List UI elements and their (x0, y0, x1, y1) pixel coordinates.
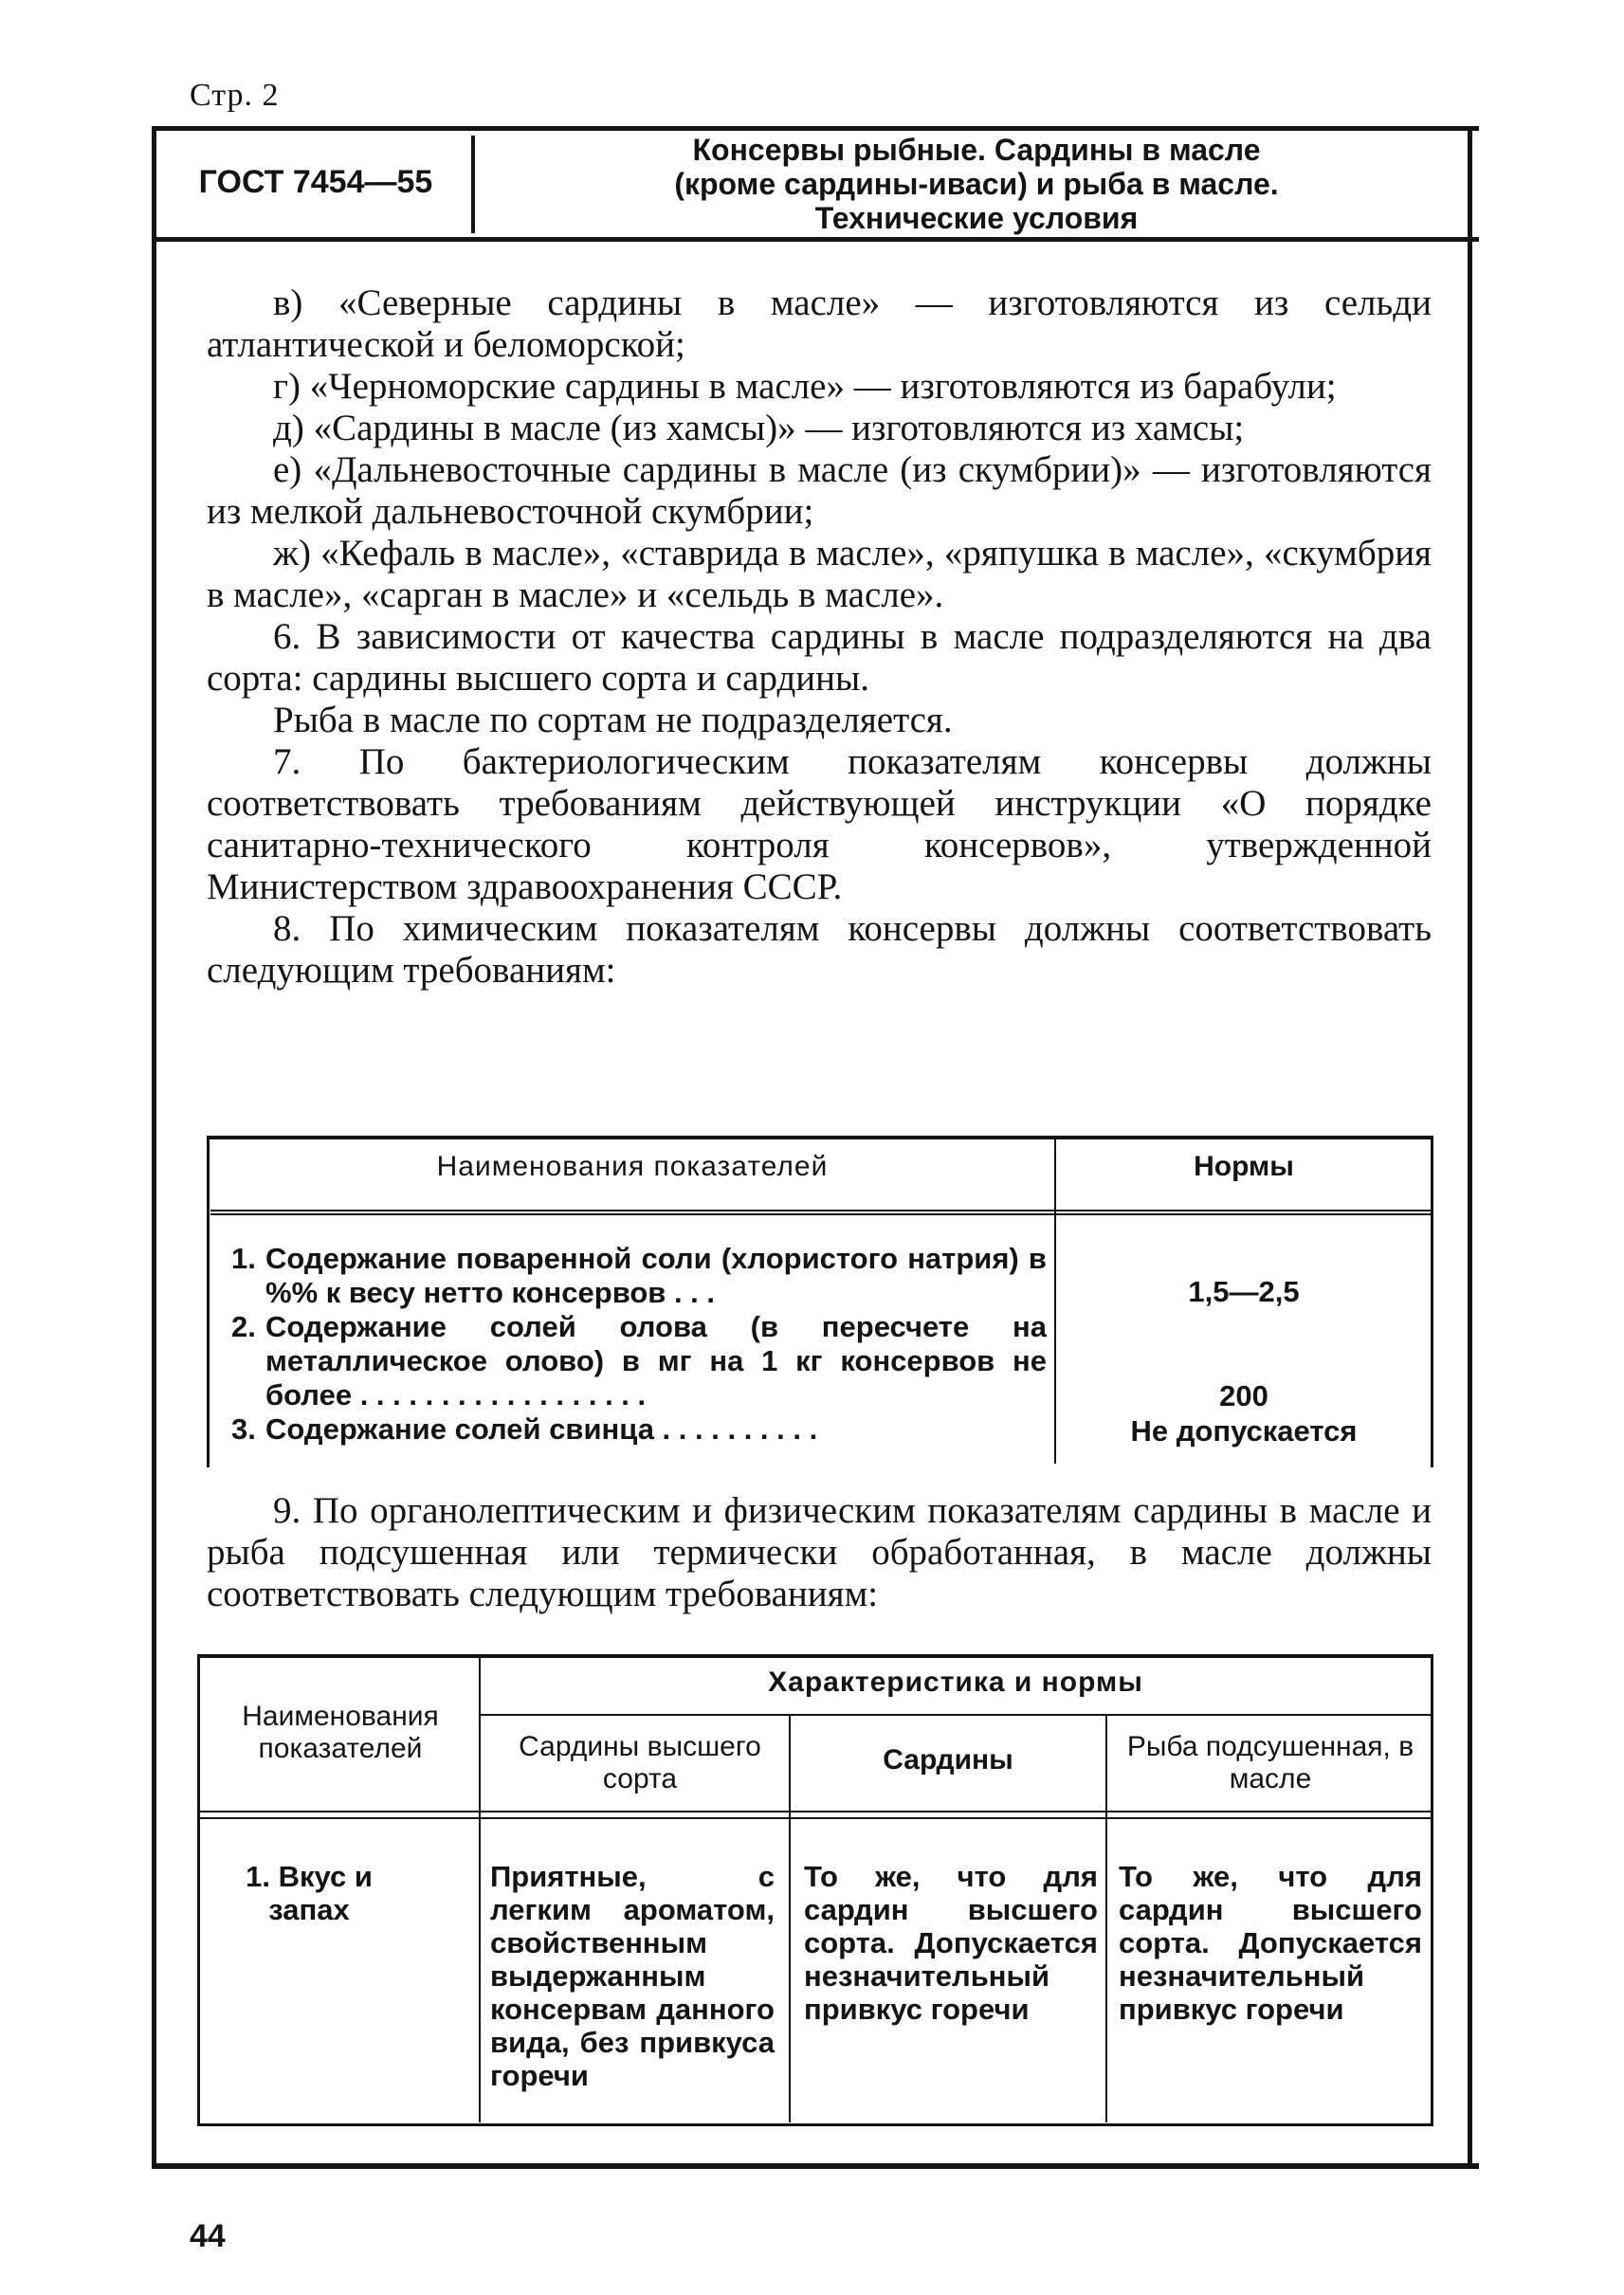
header-characteristics: Характеристика и нормы (768, 1667, 1143, 1698)
paragraph: 9. По органолептическим и физическим показателям сардины в масле и рыба подсушенная или термически обработанная, в масле должны соответствовать следующим требованиям: (207, 1490, 1432, 1614)
table-header-indicators: Наименования показателей (436, 1151, 829, 1182)
paragraph: г) «Черноморские сардины в масле» — изготовляются из барабули; (273, 366, 1337, 407)
row-value: 1,5—2,5 (1188, 1275, 1300, 1308)
row-number: 1. (231, 1242, 256, 1275)
table-hline (200, 1811, 1431, 1812)
paragraph: 7. По бактериологическим показателям консервы должны соответствовать требованиям действующей инструкции «О порядке санитарно-технического контроля консервов», утвержденной Министерством здравоохранения СССР. (207, 741, 1432, 907)
row-dried-fish: То же, что для сардин высшего сорта. Допускается незначительный привкус горечи (1119, 1860, 1422, 2026)
subheader-sardines: Сардины (883, 1744, 1013, 1776)
row-text: Содержание солей олова (в пересчете на металлическое олово) в мг на 1 кг консервов не более . . . . . . . . . . . . . . . . . . (265, 1310, 1047, 1412)
subheader-premium-sardines: Сардины высшего сорта (519, 1731, 761, 1794)
page-bottom-rule (152, 2163, 1479, 2169)
row-number: 3. (231, 1412, 256, 1446)
table-row (231, 1242, 1047, 1310)
subheader-dried-fish: Рыба подсушенная, в масле (1126, 1731, 1414, 1794)
paragraph: 8. По химическим показателям консервы должны соответствовать следующим требованиям: (207, 908, 1432, 991)
row-value: Не допускается (1130, 1414, 1358, 1448)
standard-code: ГОСТ 7454—55 (198, 164, 433, 200)
title-line: Консервы рыбные. Сардины в масле (692, 133, 1261, 167)
document-title (484, 133, 1469, 235)
table-row (231, 1412, 1047, 1447)
body-text (207, 282, 1432, 992)
title-line: (кроме сардины-иваси) и рыба в масле. (674, 167, 1279, 201)
header-separator (471, 136, 475, 233)
row-text: Содержание солей свинца . . . . . . . . . . (265, 1412, 818, 1446)
table-vline (789, 1716, 791, 2122)
table-header-double-rule (210, 1210, 1432, 1215)
header-indicators: Наименования показателей (242, 1701, 439, 1764)
page-number: 44 (190, 2218, 226, 2254)
table-rows (231, 1242, 1047, 1447)
row-name: 1. Вкус и запах (246, 1860, 373, 1926)
row-number: 2. (231, 1310, 256, 1343)
table-hline (481, 1714, 1431, 1716)
row-sardines: То же, что для сардин высшего сорта. Допускается незначительный привкус горечи (804, 1860, 1098, 2026)
table-row (231, 1310, 1047, 1412)
page-label: Стр. 2 (190, 78, 280, 113)
row-premium: Приятные, с легким ароматом, свойственным выдержанным консервам данного вида, без привкуса горечи (490, 1860, 775, 2092)
title-line: Технические условия (814, 201, 1139, 235)
table-hline (200, 1817, 1431, 1819)
body-text-2 (207, 1490, 1432, 1615)
paragraph: д) «Сардины в масле (из хамсы)» — изготовляются из хамсы; (273, 408, 1245, 448)
paragraph: в) «Северные сардины в масле» — изготовляются из сельди атлантической и беломорской; (207, 282, 1432, 365)
row-text: Содержание поваренной соли (хлористого натрия) в %% к весу нетто консервов . . . (265, 1242, 1047, 1309)
paragraph: Рыба в масле по сортам не подразделяется. (273, 700, 953, 740)
paragraph: ж) «Кефаль в масле», «ставрида в масле», «ряпушка в масле», «скумбрия в масле», «сарган в масле» и «сельдь в масле». (207, 533, 1432, 615)
paragraph: 6. В зависимости от качества сардины в масле подразделяются на два сорта: сардины высшего сорта и сардины. (207, 616, 1432, 699)
row-value: 200 (1219, 1379, 1268, 1412)
paragraph: е) «Дальневосточные сардины в масле (из скумбрии)» — изготовляются из мелкой дальневосточной скумбрии; (207, 449, 1432, 532)
table-vline (1105, 1716, 1107, 2122)
table-header-norms: Нормы (1194, 1151, 1294, 1182)
table-vline (479, 1658, 481, 2122)
